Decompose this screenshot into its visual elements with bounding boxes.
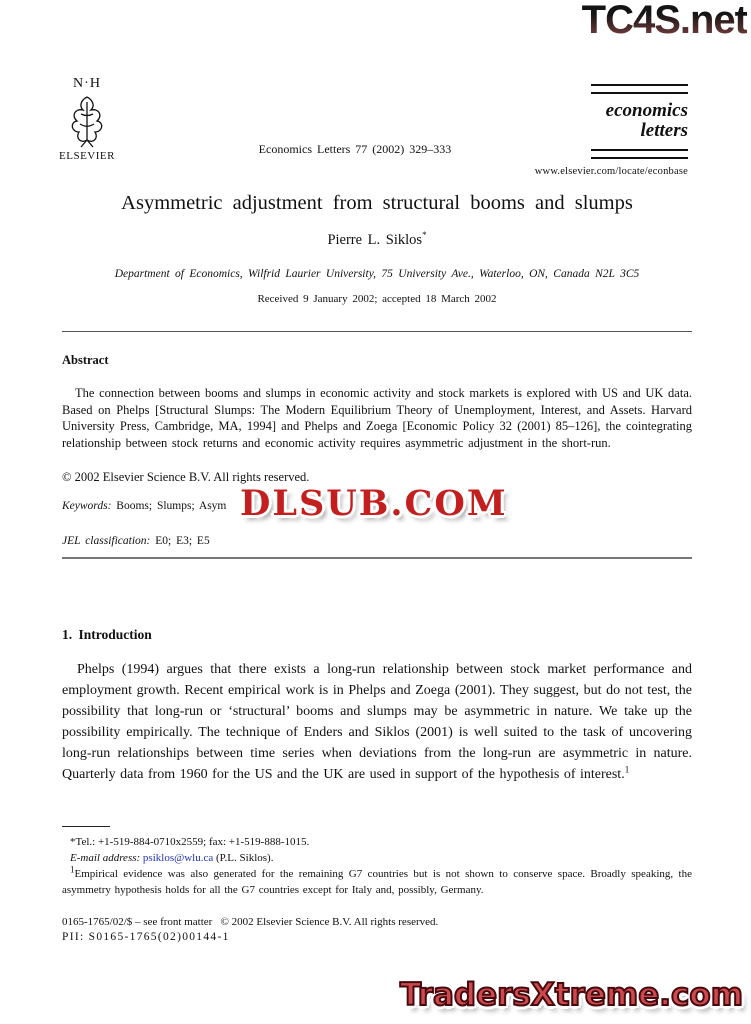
footnote-1 (62, 864, 692, 899)
journal-logo-block (518, 84, 688, 177)
footnote-1-marker: 1 (70, 864, 75, 875)
footnotes-block (62, 835, 692, 899)
footnote-email (62, 851, 692, 867)
footnote-separator-rule (62, 826, 110, 827)
author-line (62, 232, 692, 249)
received-line: Received 9 January 2002; accepted 18 March 2002 (257, 293, 497, 305)
footnote-tel-marker: * (70, 836, 76, 848)
page-title (62, 192, 692, 215)
journal-name-line2: letters (640, 120, 688, 141)
elsevier-tree-icon (67, 94, 107, 148)
keywords-value: Booms; Slumps; Asym (116, 500, 227, 512)
double-rule-top (591, 84, 688, 94)
watermark-tc4s: TC4S.net (581, 0, 747, 42)
abstract-copyright: © 2002 Elsevier Science B.V. All rights reserved. (62, 470, 310, 484)
journal-citation: Economics Letters 77 (2002) 329–333 (258, 142, 452, 156)
journal-website: www.elsevier.com/locate/econbase (534, 166, 688, 177)
jel-value: E0; E3; E5 (155, 535, 210, 547)
footnote-tel (62, 835, 692, 851)
email-label: E-mail address: (70, 851, 141, 864)
jel-label: JEL classification: (62, 535, 151, 547)
publisher-name: ELSEVIER (59, 150, 115, 162)
footnote-tel-text: Tel.: +1-519-884-0710x2559; fax: +1-519-888-1015. (75, 836, 310, 848)
keywords-line (62, 500, 226, 512)
footnote-1-text: Empirical evidence was also generated for the remaining G7 countries but is not shown to conserve space. Broadly speaking, the asymmetry hypothesis holds for all the G7 countries except for Italy and, possibly, Germany. (62, 867, 692, 896)
pii-line: PII: S0165-1765(02)00144-1 (62, 931, 230, 943)
author-name: Pierre L. Siklos (327, 232, 423, 248)
double-rule-bottom (591, 149, 688, 159)
journal-name-line1: economics (605, 100, 688, 121)
issn-copyright-line: 0165-1765/02/$ – see front matter © 2002 Elsevier Science B.V. All rights reserved. (62, 916, 439, 928)
author-footnote-mark: * (422, 230, 427, 241)
divider-rule-top (62, 331, 692, 332)
watermark-dlsub: DLSUB.COM (240, 483, 508, 524)
introduction-text: Phelps (1994) argues that there exists a long-run relationship between stock market performance and employment growth. Recent empirical work is in Phelps and Zoega (2001). They suggest, but do not test, the possibility that long-run or ‘structural’ booms and slumps may be asymmetric in nature. We take up the possibility empirically. The technique of Enders and Siklos (2001) is well suited to the task of uncovering long-run relationships between time series when deviations from the long-run are asymmetric in nature. Quarterly data from 1960 for the US and the UK are used in support of the hypothesis of interest. (62, 662, 692, 782)
section-heading-introduction: 1. Introduction (62, 627, 152, 642)
abstract-heading: Abstract (62, 353, 109, 367)
jel-line (62, 535, 210, 547)
keywords-label: Keywords: (62, 500, 112, 512)
divider-rule-bottom (62, 557, 692, 559)
introduction-paragraph (62, 660, 692, 785)
watermark-tradersxtreme: TradersXtreme.com (399, 977, 743, 1013)
abstract-body: The connection between booms and slumps in economic activity and stock markets is explored with US and UK data. Based on Phelps [Structural Slumps: The Modern Equilibrium Theory of Unemployment, Interest, and Assets. Harvard University Press, Cambridge, MA, 1994] and Phelps and Zoega [Economic Policy 32 (2001) 85–126], the cointegrating relationship between stock returns and economic activity requires asymmetric adjustment in the short-run. (62, 386, 692, 450)
journal-name (518, 101, 688, 141)
affiliation-line: Department of Economics, Wilfrid Laurier University, 75 University Ave., Waterloo, ON, Canada N2L 3C5 (114, 268, 640, 280)
title-text: Asymmetric adjustment from structural booms and slumps (121, 192, 633, 214)
email-link[interactable]: psiklos@wlu.ca (142, 851, 214, 864)
north-holland-mark: N·H (73, 76, 101, 91)
introduction-footnote-mark: 1 (624, 763, 630, 774)
email-suffix: (P.L. Siklos). (213, 851, 274, 864)
